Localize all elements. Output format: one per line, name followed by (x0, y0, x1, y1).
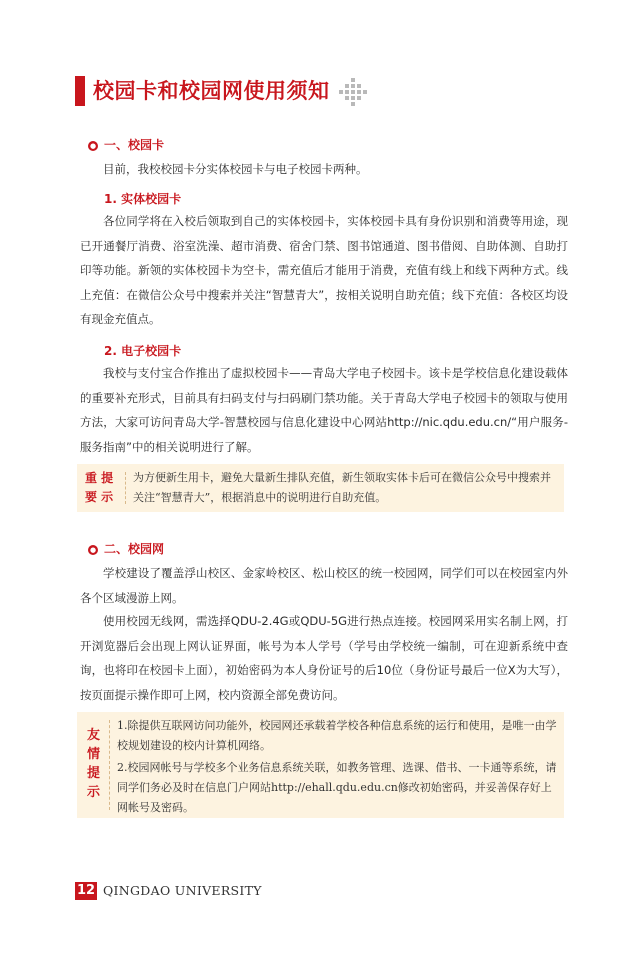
note-divider (109, 720, 110, 810)
friendly-reminder-box (77, 712, 564, 818)
footer-university: QINGDAO UNIVERSITY (103, 883, 262, 898)
network-para-1: 学校建设了覆盖浮山校区、金家岭校区、松山校区的统一校园网，同学们可以在校园室内外各个区域漫游上网。 (80, 566, 568, 605)
label-char: 示 (87, 785, 101, 800)
e-card-body: 我校与支付宝合作推出了虚拟校园卡——青岛大学电子校园卡。该卡是学校信息化建设载体的重要补充形式，目前具有扫码支付与扫码刷门禁功能。关于青岛大学电子校园卡的领取与使用方法，大家可访问青岛大学-智慧校园与信息化建设中心网站http://nic.qdu.edu.cn/“用户服务-服务指南”中的相关说明进行了解。 (80, 366, 568, 454)
subheading-physical-card: 1. 实体校园卡 (104, 192, 182, 206)
important-notice-box (77, 464, 564, 512)
section-heading-text: 一、校园卡 (104, 138, 165, 152)
important-notice-label (85, 469, 113, 507)
label-line: 重 提 (85, 471, 114, 485)
label-line: 要 示 (85, 490, 114, 504)
note-divider (125, 472, 126, 504)
page-title: 校园卡和校园网使用须知 (93, 78, 330, 103)
important-notice-text: 为方便新生用卡，避免大量新生排队充值，新生领取实体卡后可在微信公众号中搜索并关注“智慧青大”，根据消息中的说明进行自助充值。 (133, 471, 551, 504)
physical-card-body: 各位同学将在入校后领取到自己的实体校园卡，实体校园卡具有身份识别和消费等用途，现已开通餐厅消费、浴室洗澡、超市消费、宿舍门禁、图书馆通道、图书借阅、自助体测、自助打印等功能。新领的实体校园卡为空卡，需充值后才能用于消费，充值有线上和线下两种方式。线上充值：在微信公众号中搜索并关注“智慧青大”，按相关说明自助充值；线下充值：各校区均设有现金充值点。 (80, 214, 568, 326)
reminder-item-1: 1.除提供互联网访问功能外，校园网还承载着学校各种信息系统的运行和使用，是唯一由学校规划建设的校内计算机网络。 (117, 719, 557, 752)
section1-intro: 目前，我校校园卡分实体校园卡与电子校园卡两种。 (103, 162, 368, 176)
bullet-icon: ● (89, 546, 97, 554)
dots-decoration (339, 78, 367, 106)
friendly-reminder-label (87, 726, 100, 802)
network-para-2: 使用校园无线网，需选择QDU-2.4G或QDU-5G进行热点连接。校园网采用实名制上网，打开浏览器后会出现上网认证界面，帐号为本人学号（学号由学校统一编制，可在迎新系统中查询，也将印在校园卡上面），初始密码为本人身份证号的后10位（身份证号最后一位X为大写），按页面提示操作即可上网，校内资源全部免费访问。 (80, 614, 568, 702)
label-char: 提 (87, 766, 101, 781)
title-accent-bar (75, 76, 85, 106)
reminder-item-2: 2.校园网帐号与学校多个业务信息系统关联，如教务管理、选课、借书、一卡通等系统，请同学们务必及时在信息门户网站http://ehall.qdu.edu.cn修改初始密码，并妥善保存好上网帐号及密码。 (117, 761, 557, 814)
bullet-icon: ● (89, 142, 97, 150)
section-heading-text: 二、校园网 (104, 542, 165, 556)
section-heading-campus-network (88, 540, 164, 558)
label-char: 友 (87, 728, 101, 743)
page-number: 12 (76, 883, 96, 898)
section-heading-campus-card (88, 136, 164, 154)
subheading-e-card: 2. 电子校园卡 (104, 344, 182, 358)
label-char: 情 (87, 747, 101, 762)
